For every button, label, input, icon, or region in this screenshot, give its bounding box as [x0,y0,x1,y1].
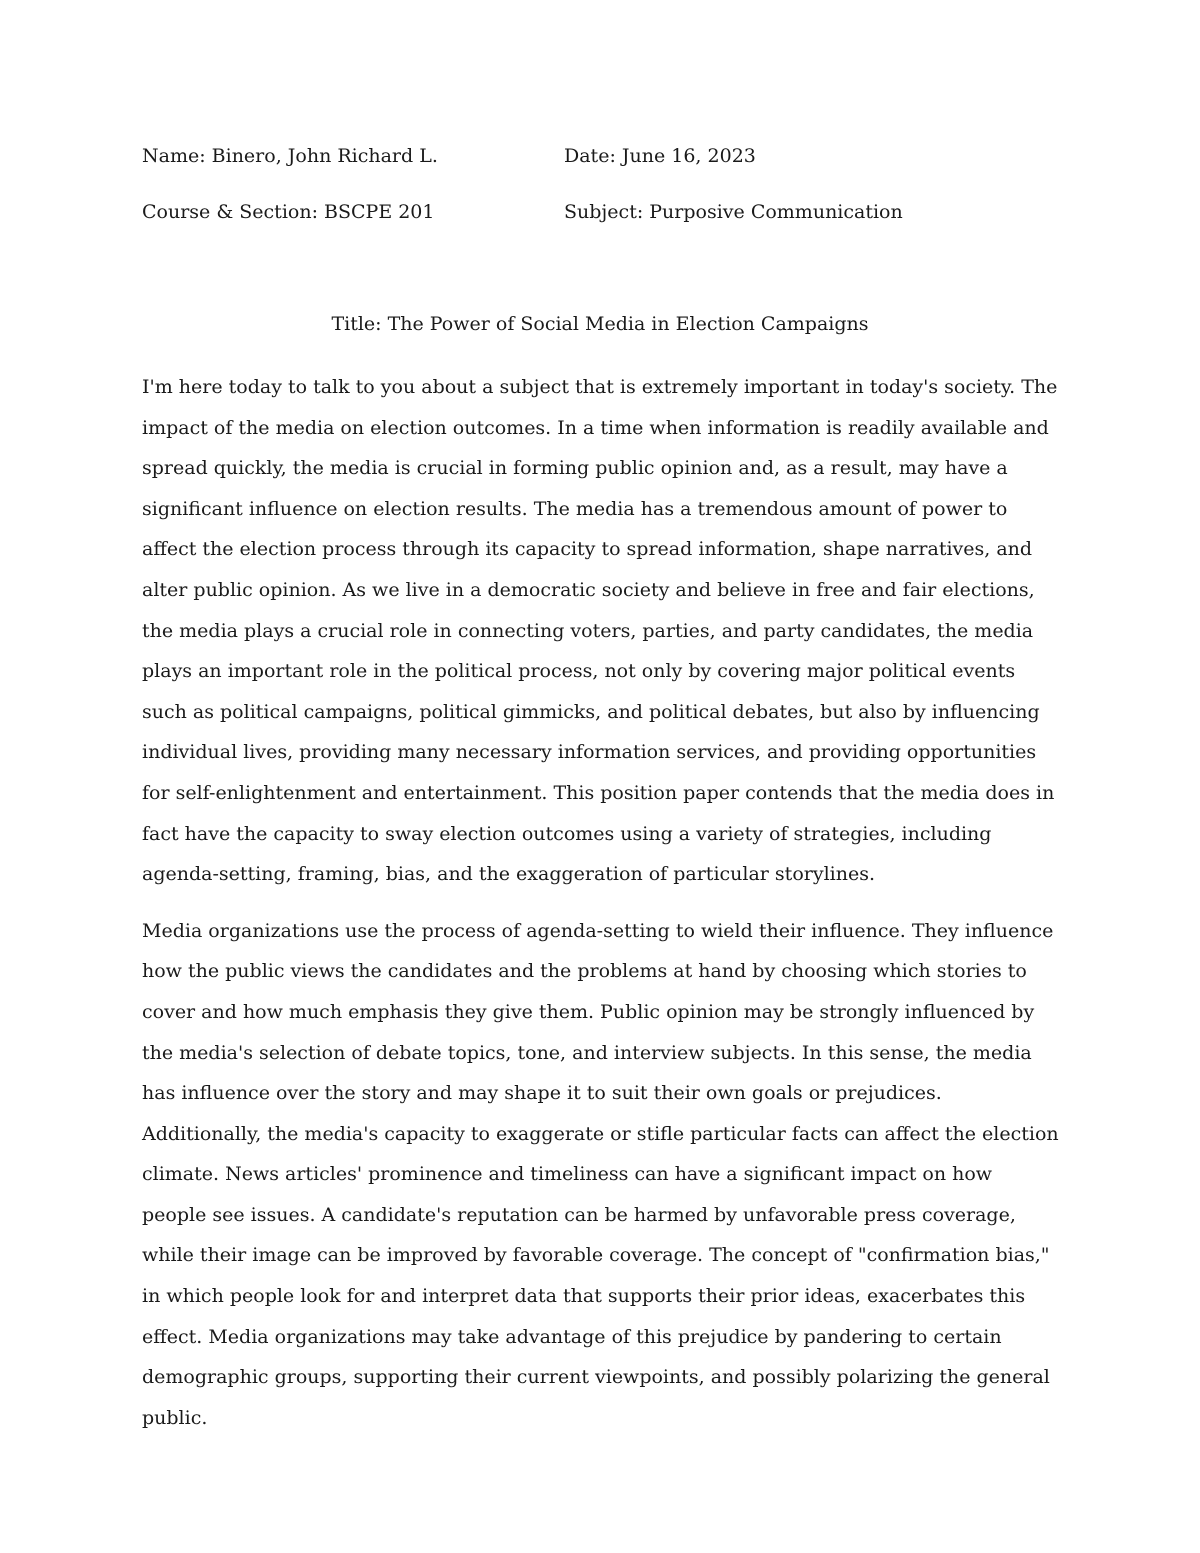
paragraph-2: Media organizations use the process of agenda-setting to wield their influence. They influence how the public views the candidates and the problems at hand by choosing which stories to cover and how much emphasis they give them. Public opinion may be strongly influenced by the media's selection of debate topics, tone, and interview subjects. In this sense, the media has influence over the story and may shape it to suit their own goals or prejudices. Additionally, the media's capacity to exaggerate or stifle particular facts can affect the election climate. News articles' prominence and timeliness can have a significant impact on how people see issues. A candidate's reputation can be harmed by unfavorable press coverage, while their image can be improved by favorable coverage. The concept of "confirmation bias," in which people look for and interpret data that supports their prior ideas, exacerbates this effect. Media organizations may take advantage of this prejudice by pandering to certain demographic groups, supporting their current viewpoints, and possibly polarizing the general public. [142,919,1059,1429]
course-section: Course & Section: BSCPE 201 [142,201,435,223]
subject: Subject: Purposive Communication [564,201,903,223]
submission-date: Date: June 16, 2023 [564,145,756,167]
document-title: Title: The Power of Social Media in Election Campaigns [331,313,869,335]
paragraph-1: I'm here today to talk to you about a subject that is extremely important in today's society. The impact of the media on election outcomes. In a time when information is readily available and spread quickly, the media is crucial in forming public opinion and, as a result, may have a significant influence on election results. The media has a tremendous amount of power to affect the election process through its capacity to spread information, shape narratives, and alter public opinion. As we live in a democratic society and believe in free and fair elections, the media plays a crucial role in connecting voters, parties, and party candidates, the media plays an important role in the political process, not only by covering major political events such as political campaigns, political gimmicks, and political debates, but also by influencing individual lives, providing many necessary information services, and providing opportunities for self-enlightenment and entertainment. This position paper contends that the media does in fact have the capacity to sway election outcomes using a variety of strategies, including agenda-setting, framing, bias, and the exaggeration of particular storylines. [142,376,1058,886]
document-body [142,367,1062,1454]
student-name: Name: Binero, John Richard L. [142,145,438,167]
